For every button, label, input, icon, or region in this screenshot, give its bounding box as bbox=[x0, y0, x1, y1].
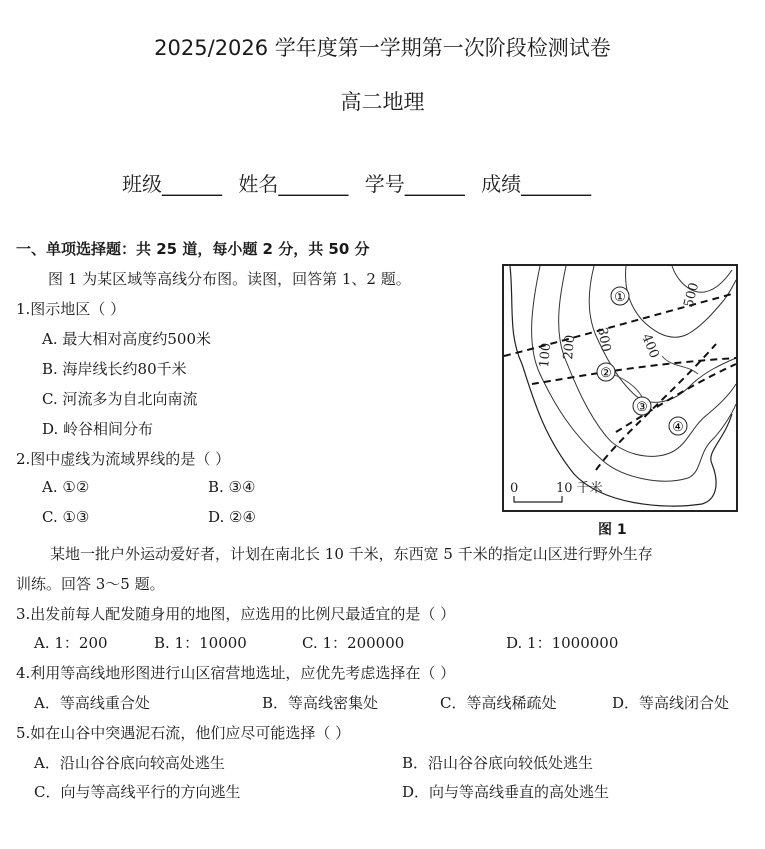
question-1-option-a[interactable]: A. 最大相对高度约500米 bbox=[42, 330, 211, 348]
intro-text-2-line1: 某地一批户外运动爱好者，计划在南北长 10 千米，东西宽 5 千米的指定山区进行野外生存 bbox=[50, 545, 653, 563]
exam-title: 2025/2026 学年度第一学期第一次阶段检测试卷 bbox=[154, 36, 611, 60]
question-5-option-b[interactable]: B．沿山谷谷底向较低处逃生 bbox=[402, 754, 594, 772]
question-3-option-b[interactable]: B. 1：10000 bbox=[154, 634, 247, 652]
question-2-option-a[interactable]: A. ①② bbox=[42, 478, 90, 496]
question-1-option-c[interactable]: C. 河流多为自北向南流 bbox=[42, 390, 198, 408]
question-4-stem: 4.利用等高线地形图进行山区宿营地选址，应优先考虑选择在（ ） bbox=[16, 664, 456, 682]
marker-4 bbox=[669, 417, 687, 435]
question-4-option-d[interactable]: D．等高线闭合处 bbox=[612, 694, 730, 712]
intro-text-2-line2: 训练。回答 3～5 题。 bbox=[16, 575, 165, 593]
svg-text:④: ④ bbox=[672, 420, 684, 435]
contour-label-500: 500 bbox=[681, 281, 703, 310]
svg-text:③: ③ bbox=[636, 400, 648, 415]
question-3-option-a[interactable]: A. 1：200 bbox=[34, 634, 108, 652]
scale-label: 10 千米 bbox=[556, 481, 603, 496]
intro-text-1: 图 1 为某区域等高线分布图。读图，回答第 1、2 题。 bbox=[48, 270, 411, 288]
question-4-option-b[interactable]: B．等高线密集处 bbox=[262, 694, 379, 712]
svg-text:①: ① bbox=[614, 290, 626, 305]
question-2-option-c[interactable]: C. ①③ bbox=[42, 508, 90, 526]
name-field: 姓名_______ bbox=[238, 172, 349, 196]
question-5-option-a[interactable]: A．沿山谷谷底向较高处逃生 bbox=[34, 754, 225, 772]
question-5-stem: 5.如在山谷中突遇泥石流，他们应尽可能选择（ ） bbox=[16, 724, 351, 742]
marker-3 bbox=[633, 397, 651, 415]
question-4-option-a[interactable]: A．等高线重合处 bbox=[34, 694, 150, 712]
scale-zero: 0 bbox=[510, 481, 519, 496]
marker-2 bbox=[597, 363, 615, 381]
question-2-option-d[interactable]: D. ②④ bbox=[208, 508, 256, 526]
question-5-option-d[interactable]: D．向与等高线垂直的高处逃生 bbox=[402, 783, 610, 801]
question-2-option-b[interactable]: B. ③④ bbox=[208, 478, 256, 496]
svg-text:②: ② bbox=[600, 366, 612, 381]
contour-map-figure bbox=[502, 264, 738, 512]
figure-caption: 图 1 bbox=[598, 522, 627, 538]
contour-label-300: 300 bbox=[594, 326, 614, 354]
student-info-line bbox=[122, 168, 601, 197]
contour-label-100: 100 bbox=[537, 342, 555, 369]
question-3-option-d[interactable]: D. 1：1000000 bbox=[506, 634, 619, 652]
question-2-stem: 2.图中虚线为流域界线的是（ ） bbox=[16, 450, 231, 468]
question-3-stem: 3.出发前每人配发随身用的地图，应选用的比例尺最适宜的是（ ） bbox=[16, 605, 456, 623]
subject-title: 高二地理 bbox=[340, 90, 425, 114]
question-1-option-d[interactable]: D. 岭谷相间分布 bbox=[42, 420, 154, 438]
question-1-stem: 1.图示地区（ ） bbox=[16, 300, 126, 318]
student-id-field: 学号______ bbox=[364, 172, 465, 196]
question-3-option-c[interactable]: C. 1：200000 bbox=[302, 634, 405, 652]
question-4-option-c[interactable]: C．等高线稀疏处 bbox=[440, 694, 557, 712]
marker-1 bbox=[611, 287, 629, 305]
contour-label-200: 200 bbox=[561, 334, 579, 361]
class-field: 班级______ bbox=[122, 172, 222, 196]
question-5-option-c[interactable]: C．向与等高线平行的方向逃生 bbox=[34, 783, 241, 801]
question-1-option-b[interactable]: B. 海岸线长约80千米 bbox=[42, 360, 187, 378]
score-field: 成绩_______ bbox=[481, 172, 592, 196]
section-heading: 一、单项选择题：共 25 道，每小题 2 分，共 50 分 bbox=[16, 240, 370, 258]
contour-label-400: 400 bbox=[638, 331, 662, 361]
